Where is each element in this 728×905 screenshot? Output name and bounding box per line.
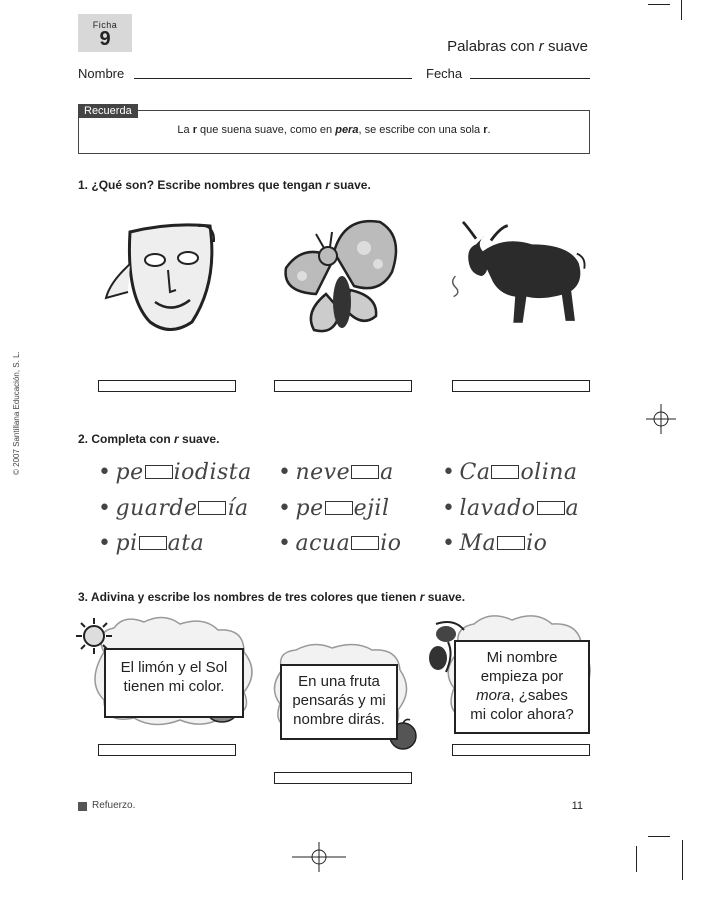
letter-gap[interactable]	[198, 501, 226, 515]
answer-box-3[interactable]	[452, 380, 590, 392]
letter-gap[interactable]	[325, 501, 353, 515]
letter-gap[interactable]	[497, 536, 525, 550]
nombre-label: Nombre	[78, 66, 125, 81]
fecha-field[interactable]	[470, 78, 590, 79]
ficha-number: 9	[99, 28, 111, 50]
exercise-1-title: 1. ¿Qué son? Escribe nombres que tengan r suave.	[78, 178, 371, 192]
exercise-2-title: 2. Completa con r suave.	[78, 432, 220, 446]
word-item: • neve a	[278, 460, 394, 485]
registration-mark-icon	[646, 404, 676, 434]
crop-mark	[636, 846, 637, 872]
copyright-text: © 2007 Santillana Educación, S. L.	[12, 351, 21, 475]
word-item: • pe ejil	[278, 496, 390, 521]
riddle-card-1: El limón y el Sol tienen mi color.	[104, 648, 244, 718]
crop-mark	[648, 836, 670, 837]
answer-box-color-3[interactable]	[452, 744, 590, 756]
nombre-field[interactable]	[134, 78, 412, 79]
answer-box-2[interactable]	[274, 380, 412, 392]
crop-mark	[648, 4, 670, 5]
riddle-card-3: Mi nombre empieza por mora, ¿sabes mi color ahora?	[454, 640, 590, 734]
answer-box-color-1[interactable]	[98, 744, 236, 756]
mask-drawing	[100, 212, 240, 342]
butterfly-drawing	[274, 212, 414, 342]
letter-gap[interactable]	[537, 501, 565, 515]
letter-gap[interactable]	[145, 465, 173, 479]
bull-drawing	[448, 212, 588, 342]
registration-mark-icon	[292, 842, 346, 872]
riddle-card-2: En una fruta pensarás y mi nombre dirás.	[280, 664, 398, 740]
crop-mark	[682, 840, 683, 880]
word-item: • acua io	[278, 531, 402, 556]
letter-gap[interactable]	[351, 536, 379, 550]
crop-mark	[681, 0, 682, 20]
letter-gap[interactable]	[351, 465, 379, 479]
word-item: • pe iodista	[98, 460, 252, 485]
letter-gap[interactable]	[139, 536, 167, 550]
name-date-row	[78, 66, 590, 84]
word-item: • pi ata	[98, 531, 205, 556]
page-title: Palabras con r suave	[447, 38, 588, 55]
answer-box-color-2[interactable]	[274, 772, 412, 784]
footer-label: Refuerzo.	[92, 800, 136, 811]
recuerda-tag: Recuerda	[78, 104, 138, 118]
exercise-3-title: 3. Adivina y escribe los nombres de tres colores que tienen r suave.	[78, 590, 466, 604]
ficha-badge	[78, 14, 132, 52]
word-item: • guarde ía	[98, 496, 249, 521]
page-number: 11	[571, 800, 583, 812]
word-item: • lavado a	[442, 496, 580, 521]
fecha-label: Fecha	[426, 66, 463, 81]
answer-box-1[interactable]	[98, 380, 236, 392]
word-item: • Ma io	[442, 531, 548, 556]
letter-gap[interactable]	[491, 465, 519, 479]
footer-square-icon	[78, 802, 87, 811]
recuerda-rule: La r que suena suave, como en pera, se escribe con una sola r.	[177, 124, 491, 136]
ficha-label: Ficha	[92, 20, 118, 30]
word-item: • Ca olina	[442, 460, 578, 485]
